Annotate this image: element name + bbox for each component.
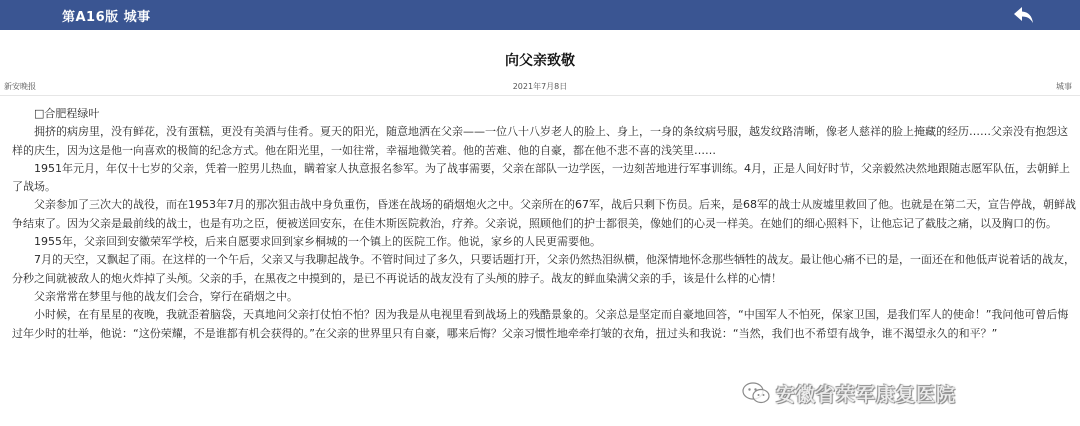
article-paragraph: 父亲参加了三次大的战役，而在1953年7月的那次狙击战中身负重伤，昏迷在战场的硝烟炮火之中。父亲所在的67军，战后只剩下伤员。后来，是68军的战士从废墟里救回了他。也就是在第二天，宣告停战，朝鲜战争结束了。因为父亲是最前线的战士，也是有功之臣，便被送回安东，在佳木斯医院救治，疗养。父亲说，照顾他们的护士都很美，像她们的心灵一样美。在她们的细心照料下，让他忘记了截肢之痛，以及胸口的伤。 [12, 198, 1076, 230]
watermark [742, 378, 1078, 408]
article-paragraph: 父亲常常在梦里与他的战友们会合，穿行在硝烟之中。 [34, 289, 298, 303]
article-body [12, 105, 1076, 343]
article-title: 向父亲致敬 [505, 53, 575, 69]
article-paragraph: 7月的天空，又飘起了雨。在这样的一个午后，父亲又与我聊起战争。不管时间过了多久，只要话题打开，父亲仍然热泪纵横，他深情地怀念那些牺牲的战友。最让他心痛不已的是，一面还在和他低声说着话的战友，分秒之间就被敌人的炮火炸掉了头颅。父亲的手，在黑夜之中摸到的，是已不再说话的战友没有了头颅的脖子。战友的鲜血染满父亲的手，该是什么样的心情！ [12, 253, 1075, 285]
article-paragraph: 小时候，在有星星的夜晚，我就歪着脑袋，天真地问父亲打仗怕不怕？因为我是从电视里看到战场上的残酷景象的。父亲总是坚定而自豪地回答，“中国军人不怕死，保家卫国，是我们军人的使命！”我问他可曾后悔过年少时的壮举，他说：“这份荣耀，不是谁都有机会获得的。”在父亲的世界里只有自豪，哪来后悔？父亲习惯性地牵牵打皱的衣角，扭过头和我说：“当然，我们也不希望有战争，谁不渴望永久的和平？” [12, 308, 1069, 340]
article-author: □合肥程绿叶 [34, 107, 100, 120]
back-arrow-icon[interactable] [1012, 4, 1036, 26]
article-section: 城事 [1056, 82, 1072, 91]
article-date: 2021年7月8日 [512, 82, 568, 91]
divider [0, 95, 1080, 96]
wechat-icon [742, 381, 770, 405]
top-bar [0, 0, 1080, 30]
watermark-text: 安徽省荣军康复医院 [776, 383, 957, 406]
article-source: 新安晚报 [4, 82, 36, 91]
page-edition-title: 第A16版 城事 [62, 10, 151, 25]
article-paragraph: 1955年，父亲回到安徽荣军学校，后来自愿要求回到家乡桐城的一个镇上的医院工作。他说，家乡的人民更需要他。 [34, 235, 601, 249]
article-paragraph: 1951年元月，年仅十七岁的父亲，凭着一腔男儿热血，瞒着家人执意报名参军。为了战事需要，父亲在部队一边学医，一边刻苦地进行军事训练。4月，正是人间好时节，父亲毅然决然地跟随志愿军队伍，去朝鲜上了战场。 [12, 161, 1070, 194]
article-paragraph: 拥挤的病房里，没有鲜花，没有蛋糕，更没有美酒与佳肴。夏天的阳光，随意地洒在父亲——一位八十八岁老人的脸上、身上，一身的条纹病号服，越发纹路清晰，像老人慈祥的脸上掩藏的经历……父亲没有抱怨这样的庆生，因为这是他一向喜欢的极简的纪念方式。他在阳光里，一如往常，幸福地微笑着。他的苦难、他的自豪，都在他不悲不喜的浅笑里…… [12, 125, 1068, 157]
